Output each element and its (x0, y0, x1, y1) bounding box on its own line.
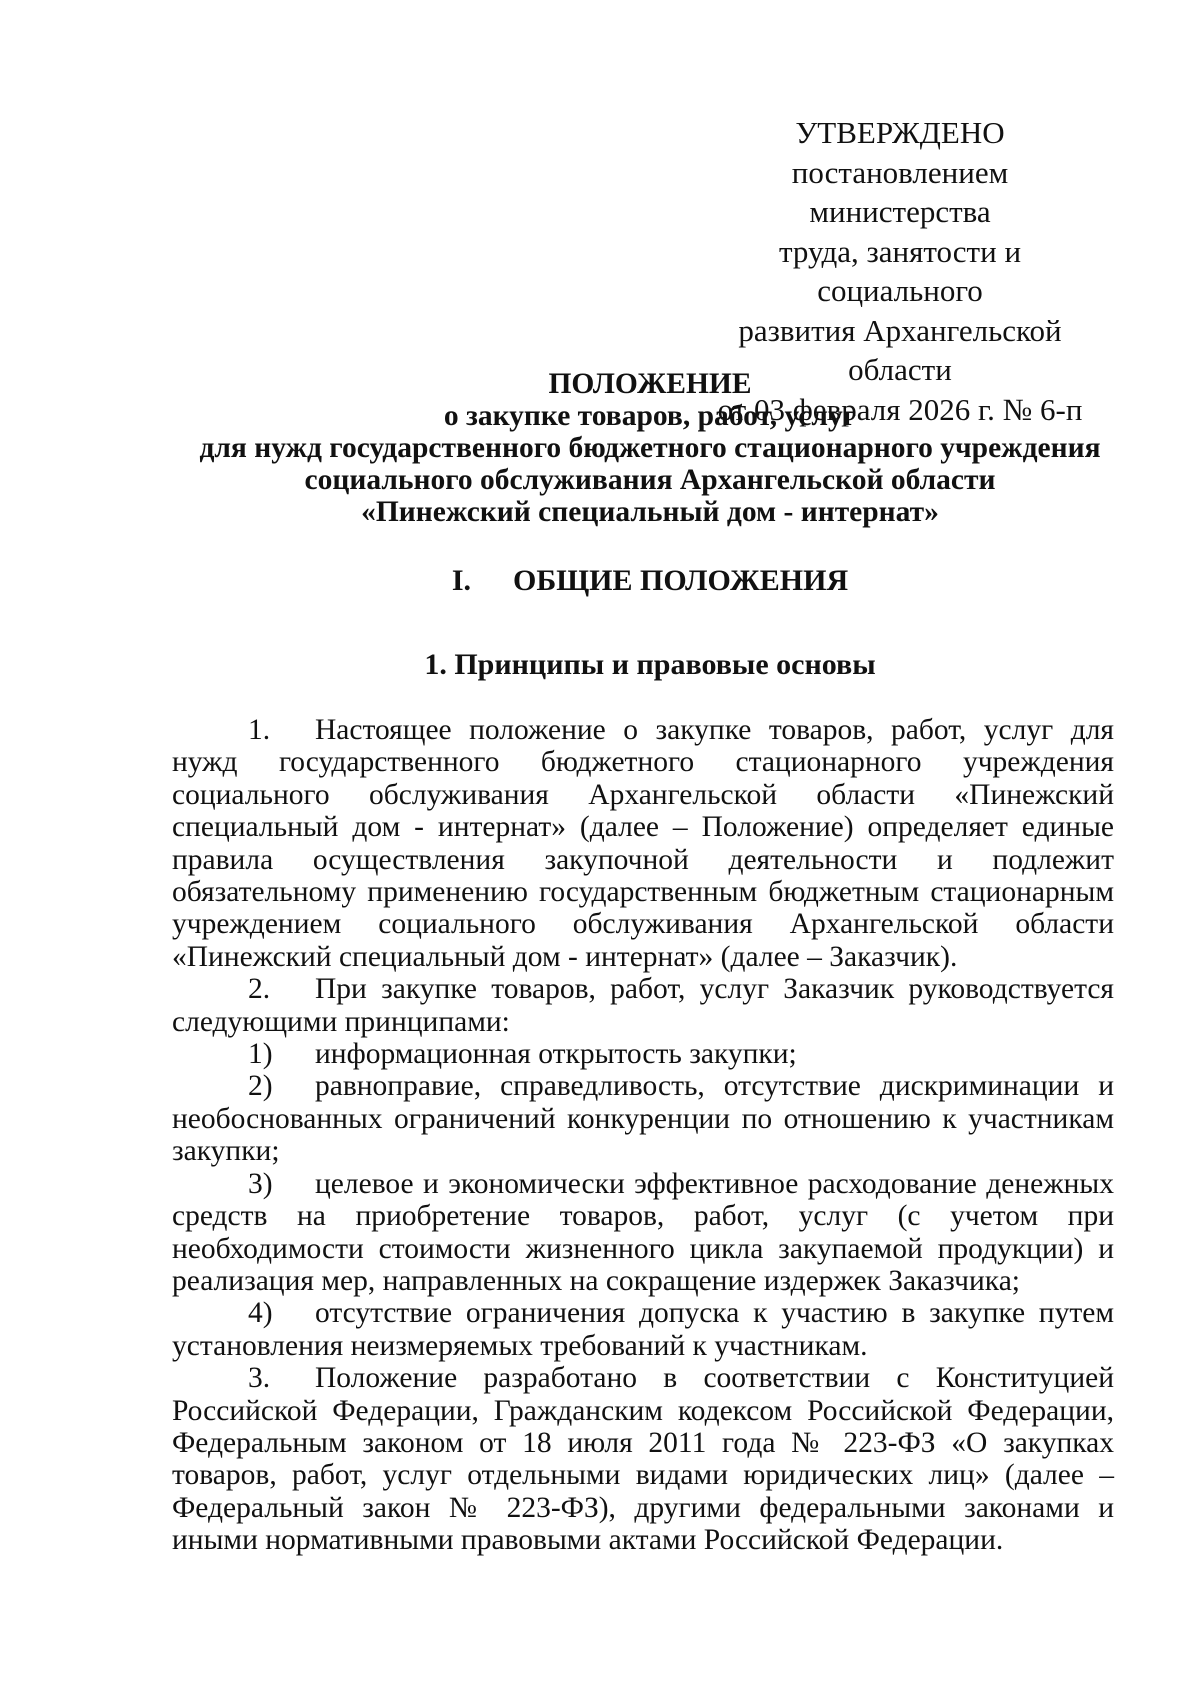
paragraph (172, 1362, 1114, 1556)
approval-line: труда, занятости и социального (778, 233, 1022, 308)
list-item (172, 1038, 1114, 1070)
list-item-text: равноправие, справедливость, отсутствие дискриминации и необоснованных ограничений конкуренции по отношению к участникам закупки; (172, 1070, 1114, 1168)
document-body (172, 714, 1114, 1557)
section-number: I. (451, 564, 472, 597)
paragraph-number: 2. (248, 973, 271, 1006)
approval-line: развития Архангельской области (738, 312, 1062, 387)
list-item-number: 1) (248, 1038, 273, 1071)
list-item (172, 1297, 1114, 1362)
approval-date-line: от 03 февраля 2026 г. № 6-п (717, 391, 1083, 427)
paragraph-text: При закупке товаров, работ, услуг Заказчик руководствуется следующими принципами: (172, 973, 1114, 1038)
list-item-text: информационная открытость закупки; (315, 1038, 797, 1071)
paragraph (172, 714, 1114, 973)
list-item (172, 1168, 1114, 1298)
subsection-heading: 1. Принципы и правовые основы (424, 648, 876, 681)
title-line: социального обслуживания Архангельской области (304, 464, 996, 496)
section-heading (150, 564, 1150, 598)
paragraph-number: 3. (248, 1362, 271, 1395)
list-item-number: 2) (248, 1070, 273, 1103)
section-title: ОБЩИЕ ПОЛОЖЕНИЯ (513, 564, 849, 597)
list-item (172, 1070, 1114, 1167)
title-line: ПОЛОЖЕНИЕ (548, 368, 752, 400)
list-item-number: 3) (248, 1167, 273, 1200)
list-item-text: целевое и экономически эффективное расходование денежных средств на приобретение товаров, работ, услуг (с учетом при необходимости стоимости жизненного цикла закупаемой продукции) и реализация мер, направленных на сокращение издержек Заказчика; (172, 1167, 1114, 1297)
paragraph-text: Положение разработано в соответствии с Конституцией Российской Федерации, Гражданским кодексом Российской Федерации, Федеральным законом от 18 июля 2011 года № 223-ФЗ «О закупках товаров, работ, услуг отдельными видами юридических лиц» (далее – Федеральный закон № 223-ФЗ), другими федеральными законами и иными нормативными правовыми актами Российской Федерации. (172, 1362, 1114, 1557)
paragraph-number: 1. (248, 714, 271, 746)
title-line: для нужд государственного бюджетного стационарного учреждения (199, 432, 1101, 464)
paragraph (172, 973, 1114, 1038)
list-item-text: отсутствие ограничения допуска к участию в закупке путем установления неизмеряемых требований к участникам. (172, 1297, 1114, 1362)
title-line: о закупке товаров, работ, услуг (443, 400, 857, 432)
title-line: «Пинежский специальный дом - интернат» (361, 496, 939, 528)
document-title (150, 368, 1150, 528)
approval-line: постановлением министерства (791, 154, 1009, 229)
paragraph-text: Настоящее положение о закупке товаров, работ, услуг для нужд государственного бюджетного стационарного учреждения социального обслуживания Архангельской области «Пинежский специальный дом - интернат» (далее – Положение) определяет единые правила осуществления закупочной деятельности и подлежит обязательному применению государственным бюджетным стационарным учреждением социального обслуживания Архангельской области «Пинежский специальный дом - интернат» (далее – Заказчик). (172, 714, 1114, 973)
approval-heading: УТВЕРЖДЕНО (795, 115, 1005, 150)
list-item-number: 4) (248, 1297, 273, 1330)
